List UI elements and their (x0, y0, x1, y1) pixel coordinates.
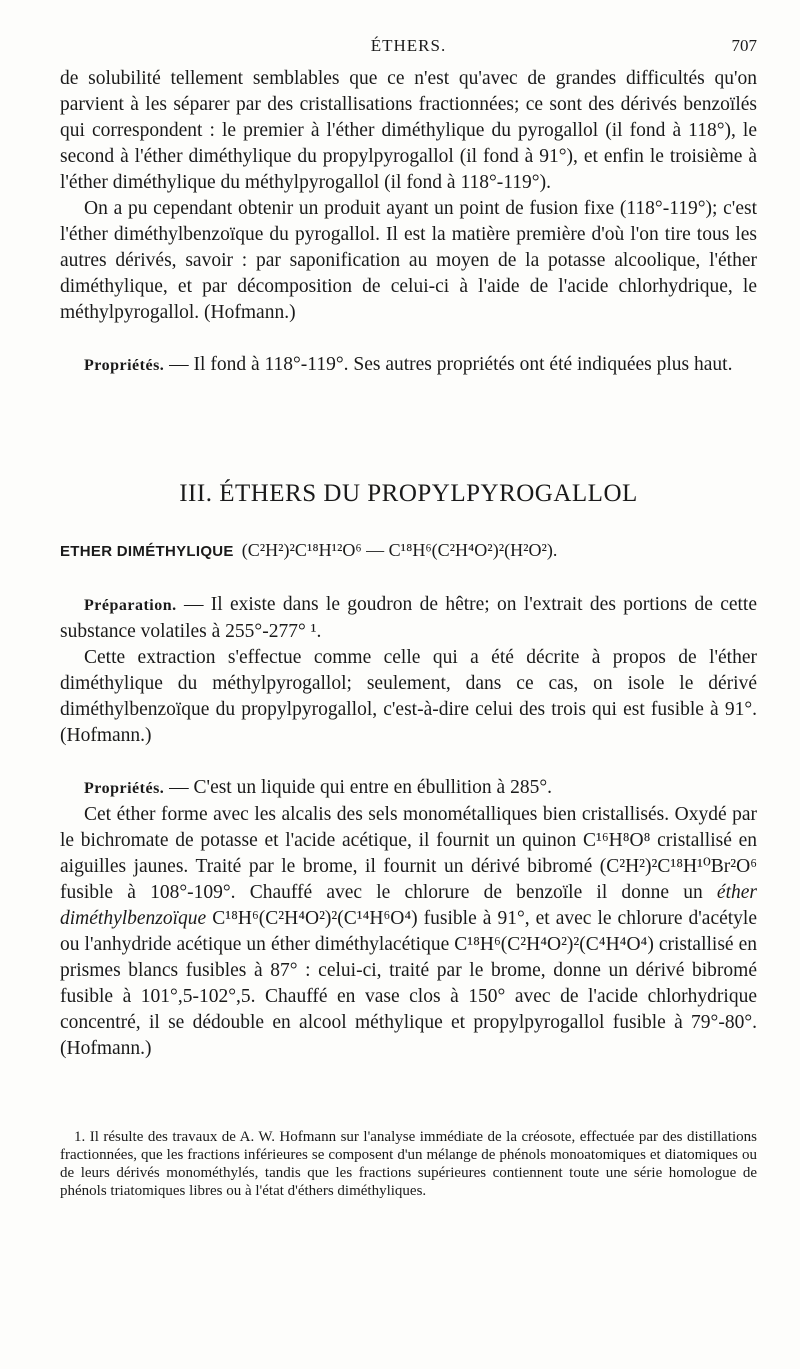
compound-title (60, 540, 757, 561)
properties-label-2: Propriétés. (84, 780, 165, 797)
lower-text-block (60, 592, 757, 1062)
compound-name: ETHER DIMÉTHYLIQUE (60, 543, 234, 560)
paragraph-reactions (60, 802, 757, 1062)
properties-text: — Il fond à 118°-119°. Ses autres propriétés ont été indiquées plus haut. (164, 354, 733, 375)
upper-text-block (60, 66, 757, 379)
footnote-block (60, 1128, 757, 1200)
running-title: ÉTHERS. (370, 36, 447, 55)
preparation-text: — Il existe dans le goudron de hêtre; on l'extrait des portions de cette substance volatiles à 255°-277° ¹. (60, 594, 757, 642)
properties-label: Propriétés. (84, 357, 165, 374)
paragraph-continuation: de solubilité tellement semblables que ce n'est qu'avec de grandes difficultés qu'on parvient à les séparer par des cristallisations fractionnées; ce sont des dérivés benzoïlés qui correspondent : le premier à l'éther diméthylique du pyrogallol (il fond à 118°), le second à l'éther diméthylique du propylpyrogallol (il fond à 91°), et enfin le troisième à l'éther diméthylique du méthylpyrogallol (il fond à 118°-119°). (60, 68, 757, 193)
paragraph-extraction: Cette extraction s'effectue comme celle qui a été décrite à propos de l'éther diméthylique du méthylpyrogallol; seulement, dans ce cas, on isole le dérivé diméthylbenzoïque du propylpyrogallol, c'est-à-dire celui des trois qui est fusible à 91°. (Hofmann.) (60, 647, 757, 746)
footnote-1: 1. Il résulte des travaux de A. W. Hofmann sur l'analyse immédiate de la créosote, effectuée par des distillations fractionnées, que les fractions inférieures se composent d'un mélange de phénols monoatomiques et diatomiques ou de leurs dérivés monométhylés, tandis que les fractions supérieures contiennent toute une série homologue de phénols triatomiques libres ou à l'état d'éthers diméthyliques. (60, 1129, 757, 1199)
preparation-label: Préparation. (84, 597, 177, 614)
paragraph-preparation (60, 592, 757, 645)
reactions-italic-term: éther diméthylbenzoïque (60, 882, 757, 929)
running-head (60, 36, 757, 60)
reactions-text-1: Cet éther forme avec les alcalis des sels monométalliques bien cristallisés. Oxydé par le bichromate de potasse et l'acide acétique, il fournit un quinon C¹⁶H⁸O⁸ cristallisé en aiguilles jaunes. Traité par le brome, il fournit un dérivé bibromé (C²H²)²C¹⁸H¹⁰Br²O⁶ fusible à 108°-109°. Chauffé avec le chlorure de benzoïle il donne un (60, 804, 757, 903)
paragraph-properties-1 (60, 352, 757, 379)
section-heading: III. ÉTHERS DU PROPYLPYROGALLOL (179, 480, 638, 507)
paragraph-properties-2 (60, 775, 757, 802)
page-number: 707 (731, 36, 757, 55)
paragraph-dimethylbenzoic: On a pu cependant obtenir un produit ayant un point de fusion fixe (118°-119°); c'est l'éther diméthylbenzoïque du pyrogallol. Il est la matière première d'où l'on tire tous les autres dérivés, savoir : par saponification au moyen de la potasse alcoolique, l'éther diméthylique, et par décomposition de celui-ci à l'aide de l'acide chlorhydrique, le méthylpyrogallol. (Hofmann.) (60, 198, 757, 323)
reactions-text-2: C¹⁸H⁶(C²H⁴O²)²(C¹⁴H⁶O⁴) fusible à 91°, et avec le chlorure d'acétyle ou l'anhydride acétique un éther diméthylacétique C¹⁸H⁶(C²H⁴O²)²(C⁴H⁴O⁴) cristallisé en prismes blancs fusibles à 87° : celui-ci, traité par le brome, donne un dérivé bibromé fusible à 101°,5-102°,5. Chauffé en vase clos à 150° avec de l'acide chlorhydrique concentré, il se dédouble en alcool méthylique et propylpyrogallol fusible à 79°-80°. (Hofmann.) (60, 908, 757, 1059)
compound-formula: (C²H²)²C¹⁸H¹²O⁶ — C¹⁸H⁶(C²H⁴O²)²(H²O²). (241, 540, 558, 560)
properties-text-2: — C'est un liquide qui entre en ébullition à 285°. (164, 777, 553, 798)
